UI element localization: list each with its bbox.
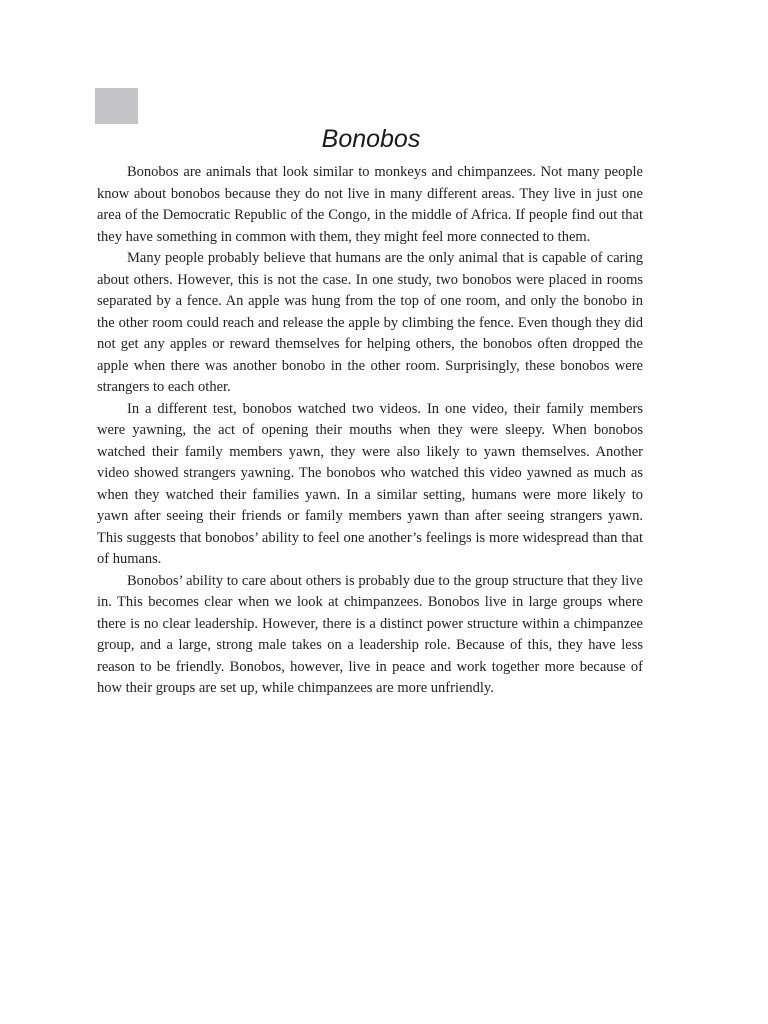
paragraph-1: Bonobos are animals that look similar to monkeys and chimpanzees. Not many people know about bonobos because they do not live in many different areas. They live in just one area of the Democratic Republic of the Congo, in the middle of Africa. If people find out that they have something in common with them, they might feel more connected to them. bbox=[97, 164, 643, 245]
article-body bbox=[97, 162, 643, 700]
gray-marker-box bbox=[95, 88, 138, 124]
paragraph-3: In a different test, bonobos watched two videos. In one video, their family members were yawning, the act of opening their mouths when they were sleepy. When bonobos watched their family members yawn, they were also likely to yawn themselves. Another video showed strangers yawning. The bonobos who watched this video yawned as much as when they watched their families yawn. In a similar setting, humans were more likely to yawn after seeing their friends or family members yawn than after seeing strangers yawn. This suggests that bonobos’ ability to feel one another’s feelings is more widespread than that of humans. bbox=[97, 400, 643, 567]
page-title: Bonobos bbox=[321, 125, 421, 153]
paragraph-2: Many people probably believe that humans are the only animal that is capable of caring about others. However, this is not the case. In one study, two bonobos were placed in rooms separated by a fence. An apple was hung from the top of one room, and only the bonobo in the other room could reach and release the apple by climbing the fence. Even though they did not get any apples or reward themselves for helping others, the bonobos often dropped the apple when there was another bonobo in the other room. Surprisingly, these bonobos were strangers to each other. bbox=[97, 250, 643, 395]
paragraph-4: Bonobos’ ability to care about others is probably due to the group structure that they live in. This becomes clear when we look at chimpanzees. Bonobos live in large groups where there is no clear leadership. However, there is a distinct power structure within a chimpanzee group, and a large, strong male takes on a leadership role. Because of this, they have less reason to be friendly. Bonobos, however, live in peace and work together more because of how their groups are set up, while chimpanzees are more unfriendly. bbox=[97, 572, 643, 696]
